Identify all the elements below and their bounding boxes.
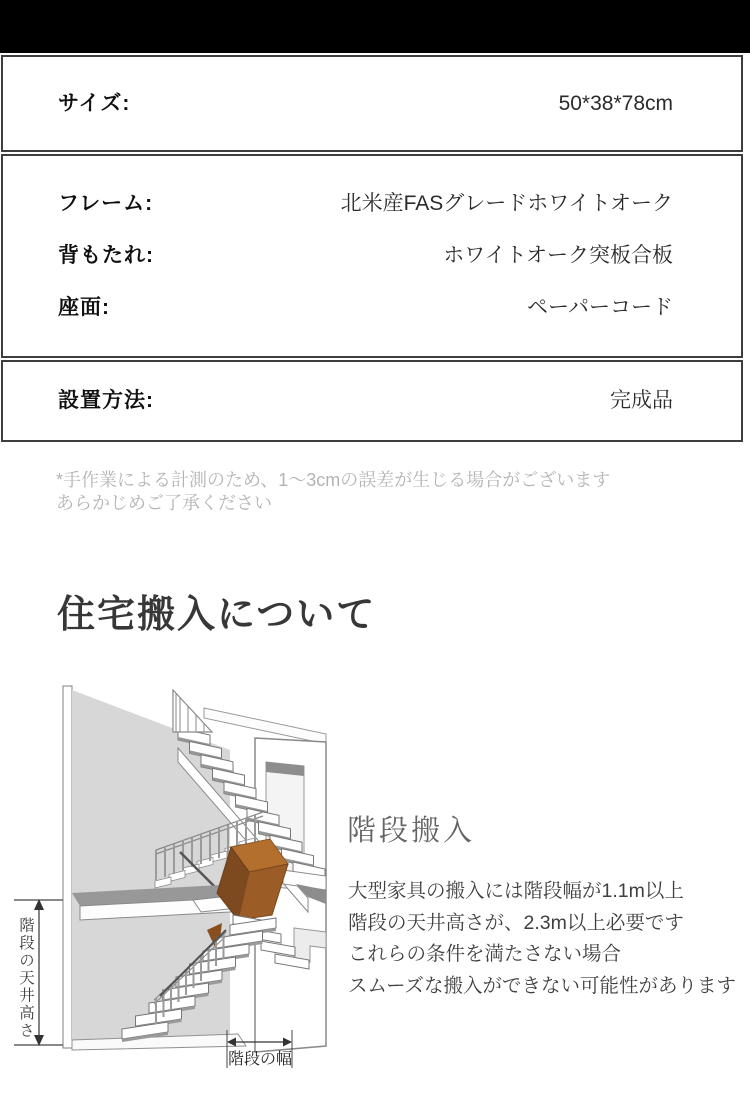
spec-label-frame: フレーム: bbox=[58, 192, 154, 215]
spec-value-backrest: ホワイトオーク突板合板 bbox=[443, 244, 673, 267]
note-line-2: あらかじめご了承ください bbox=[56, 493, 272, 513]
staircase-delivery-illustration bbox=[8, 678, 348, 1078]
top-black-banner bbox=[0, 0, 750, 53]
spec-value-assembly: 完成品 bbox=[610, 389, 673, 412]
table-row bbox=[3, 88, 741, 120]
stairs-delivery-description bbox=[348, 876, 736, 1002]
spec-label-assembly: 設置方法: bbox=[58, 389, 154, 412]
page-title: 住宅搬入について bbox=[57, 594, 377, 636]
spec-label-size: サイズ: bbox=[58, 91, 131, 115]
measurement-note bbox=[56, 469, 610, 515]
spec-section-size bbox=[1, 55, 743, 152]
spec-section-materials bbox=[1, 154, 743, 358]
spec-section-assembly bbox=[1, 360, 743, 442]
stair-width-label: 階段の幅 bbox=[227, 1051, 292, 1068]
table-row bbox=[3, 240, 741, 272]
spec-label-backrest: 背もたれ: bbox=[58, 244, 154, 267]
table-row bbox=[3, 292, 741, 324]
spec-value-seat: ペーパーコード bbox=[527, 296, 673, 319]
spec-value-frame: 北米産FASグレードホワイトオーク bbox=[340, 192, 673, 215]
body-line-1: 大型家具の搬入には階段幅が1.1m以上 bbox=[348, 880, 684, 902]
ceiling-height-label: 階段の天井高さ bbox=[17, 917, 34, 1040]
stairs-delivery-title: 階段搬入 bbox=[347, 815, 476, 847]
body-line-3: これらの条件を満たさない場合 bbox=[348, 943, 622, 965]
spec-label-seat: 座面: bbox=[58, 296, 110, 319]
note-line-1: *手作業による計測のため、1〜3cmの誤差が生じる場合がございます bbox=[56, 470, 611, 490]
wall-edge bbox=[63, 686, 72, 1048]
table-row bbox=[3, 385, 741, 417]
table-row bbox=[3, 188, 741, 220]
body-line-2: 階段の天井高さが、2.3m以上必要です bbox=[348, 911, 684, 934]
body-line-4: スムーズな搬入ができない可能性があります bbox=[348, 974, 737, 997]
spec-value-size: 50*38*78cm bbox=[558, 91, 673, 115]
